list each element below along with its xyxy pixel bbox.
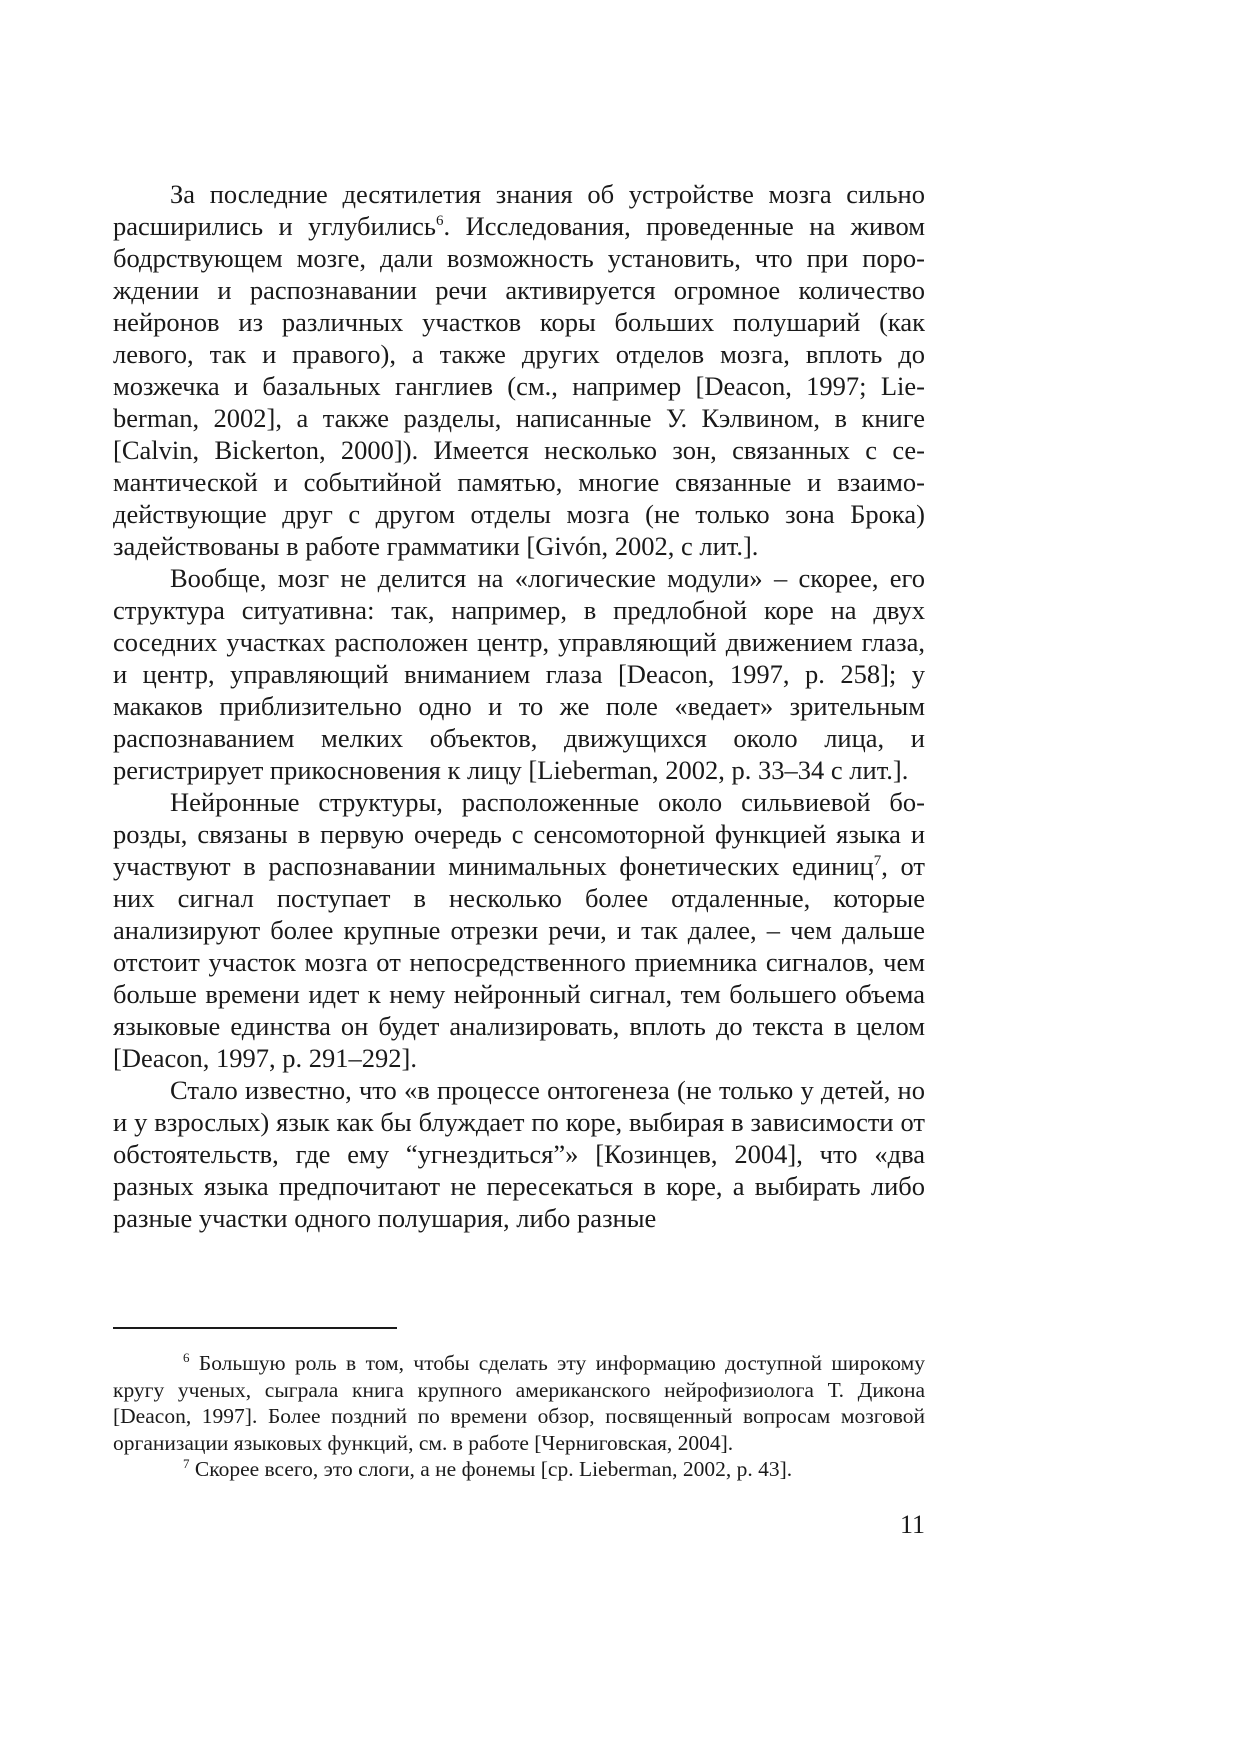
footnote-7-mark: 7	[183, 1455, 190, 1471]
main-text	[113, 178, 925, 1234]
footnote-separator	[113, 1327, 397, 1329]
footnote-7	[113, 1456, 925, 1483]
footnotes	[113, 1350, 925, 1483]
footnote-6-mark: 6	[183, 1349, 190, 1365]
page-number: 11	[899, 1510, 925, 1539]
footnote-6-text: Большую роль в том, чтобы сделать эту информацию доступной широкому кругу ученых, сыграла книга крупного американского нейрофизиолога Т. Дикона [Deacon, 1997]. Более поздний по времени обзор, посвященный вопросам мозговой организации языковых функций, см. в работе [Черниговская, 2004].	[113, 1351, 925, 1455]
paragraph-4: Стало известно, что «в процессе онтогенеза (не только у детей, но и у взрослых) язык как бы блуждает по коре, выбирая в зависимости от обстоятельств, где ему “угнездиться”» [Козинцев, 2004], что «два разных языка предпочитают не пересекаться в коре, а выбирать либо разные участки одного полушария, либо разные	[113, 1075, 925, 1233]
paragraph-2: Вообще, мозг не делится на «логические модули» – скорее, его структура ситуативна: так, например, в предлобной коре на двух соседних участках расположен центр, управляющий движением глаза, и центр, управляющий вниманием глаза [Deacon, 1997, p. 258]; у макаков приблизительно одно и то же поле «ведает» зрительным распознаванием мелких объектов, движущихся около лица, и регистрирует прикосновения к лицу [Lieberman, 2002, p. 33–34 с лит.].	[113, 563, 925, 785]
footnote-6	[113, 1350, 925, 1456]
paragraph-1-text-a: За последние десятилетия знания об устройстве мозга сильно расширились и углубились	[113, 179, 925, 241]
paragraph-3-text-b: , от них сигнал поступает в несколько более отдаленные, которые анализируют более крупные отрезки речи, и так далее, – чем дальше отстоит участок мозга от непосредственного приемника сигналов, чем больше времени идет к нему нейронный сигнал, тем большего объема языковые единства он будет анализировать, вплоть до текста в целом [Deacon, 1997, p. 291–292].	[113, 851, 925, 1073]
paragraph-3	[113, 786, 925, 1074]
footnote-7-text: Скорее всего, это слоги, а не фонемы [ср. Lieberman, 2002, p. 43].	[189, 1457, 793, 1481]
paragraph-1-text-b: . Исследования, проведенные на живом бодрствующем мозге, дали возможность установить, что при порождении и распознавании речи активируется огромное количество нейронов из различных участков коры больших полушарий (как левого, так и правого), а также других отделов мозга, вплоть до мозжечка и базальных ганглиев (см., например [Deacon, 1997; Lieberman, 2002], а также разделы, написанные У. Кэлвином, в книге [Calvin, Bickerton, 2000]). Имеется несколько зон, связанных с семантической и событийной памятью, многие связанные и взаимодействующие друг с другом отделы мозга (не только зона Брока) задействованы в работе грамматики [Givón, 2002, с лит.].	[113, 211, 926, 561]
paragraph-1	[113, 178, 925, 562]
footnote-ref-6: 6	[435, 213, 444, 230]
paragraph-3-text-a: Нейронные структуры, расположенные около сильвиевой борозды, связаны в первую очередь с сенсомоторной функцией языка и участвуют в распознавании минимальных фонетических единиц	[113, 787, 925, 881]
footnote-ref-7: 7	[873, 853, 882, 870]
